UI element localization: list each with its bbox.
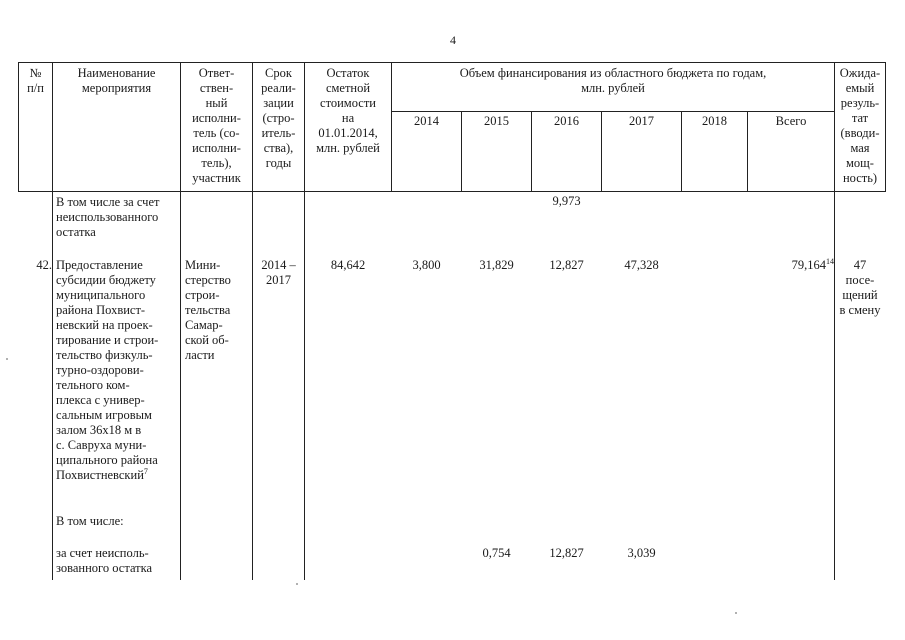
unused-2015: 0,754 <box>482 546 511 560</box>
scan-speck <box>6 358 8 360</box>
header-col-finance: Объем финансирования из областного бюджета по годам, млн. рублей <box>459 66 767 95</box>
item-2017: 47,328 <box>624 258 659 272</box>
header-year-2017: 2017 <box>629 114 654 128</box>
years-divider-line <box>391 111 834 112</box>
header-col-responsible: Ответ- ствен- ный исполни- тель (со- исполни- тель), участник <box>192 66 241 185</box>
header-total: Всего <box>775 114 807 128</box>
item-total <box>748 258 834 273</box>
carry-over-label: В том числе за счет неиспользованного остатка <box>56 195 160 239</box>
unused-2017: 3,039 <box>627 546 656 560</box>
col-border-num <box>52 62 53 580</box>
item-responsible: Мини- стерство строи- тельства Самар- ской об- ласти <box>185 258 231 362</box>
header-year-2016: 2016 <box>554 114 579 128</box>
item-total-footnote: 14 <box>826 256 834 266</box>
item-result: 47 посе- щений в смену <box>839 258 881 317</box>
item-name <box>56 258 180 483</box>
item-2014: 3,800 <box>412 258 441 272</box>
table-top-border <box>18 62 886 63</box>
header-year-2018: 2018 <box>702 114 727 128</box>
item-2015: 31,829 <box>479 258 514 272</box>
header-col-term: Срок реали- зации (стро- итель- ства), годы <box>261 66 296 170</box>
col-border-right <box>885 62 886 192</box>
carry-over-2016: 9,973 <box>552 194 581 208</box>
header-col-result: Ожида- емый резуль- тат (вводи- мая мощ- ность) <box>839 66 881 185</box>
item-rest: 84,642 <box>330 258 366 272</box>
header-col-name: Наименование мероприятия <box>77 66 156 95</box>
header-col-num: № п/п <box>27 66 44 95</box>
item-name-footnote: 7 <box>143 466 148 476</box>
unused-2016: 12,827 <box>549 546 584 560</box>
header-year-2014: 2014 <box>414 114 439 128</box>
item-term: 2014 – 2017 <box>261 258 296 287</box>
item-2016: 12,827 <box>549 258 584 272</box>
scan-speck <box>296 583 298 585</box>
header-col-rest: Остаток сметной стоимости на 01.01.2014, млн. рублей <box>316 66 380 155</box>
item-number: 42. <box>36 258 52 272</box>
scan-speck <box>735 612 737 614</box>
header-bottom-border <box>18 191 886 192</box>
unused-remainder-label: за счет неисполь- зованного остатка <box>56 546 153 575</box>
including-label: В том числе: <box>56 514 124 528</box>
item-name-text: Предоставление субсидии бюджету муниципального района Похвист- невский на проек- тирование и строи- тельство физкуль- турно-оздорови- тельного ком- плекса с универ- сальным игровым залом 36х18 м в с. Савруха муни- ципального района Похвистневский <box>56 258 159 482</box>
item-total-value: 79,164 <box>791 258 826 272</box>
page-number: 4 <box>450 33 456 47</box>
header-year-2015: 2015 <box>484 114 509 128</box>
